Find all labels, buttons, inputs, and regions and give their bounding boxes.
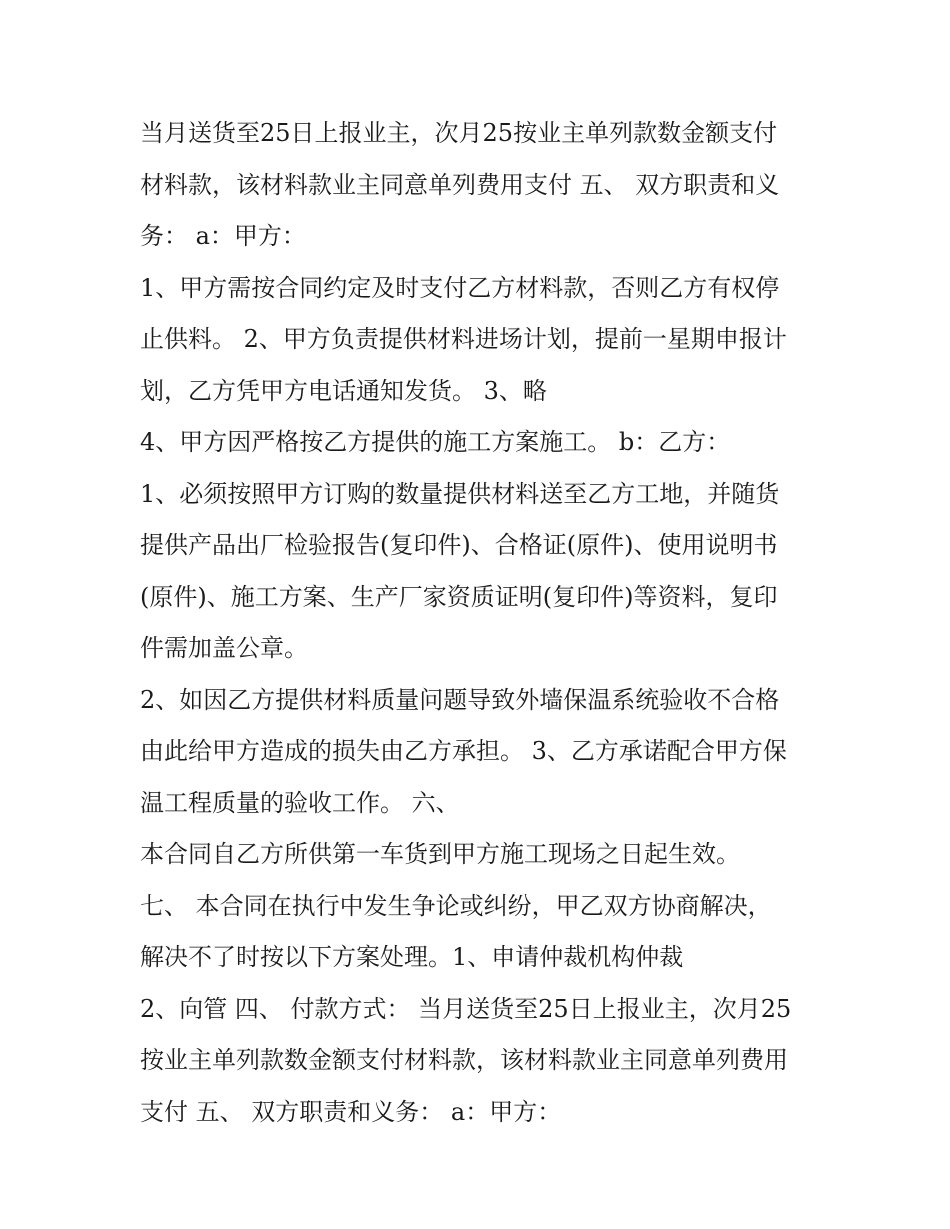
text-line: 温工程质量的验收工作。 六、 (140, 788, 460, 817)
text-line: 2、如因乙方提供材料质量问题导致外墙保温系统验收不合格 (140, 685, 780, 714)
text-line: 本合同自乙方所供第一车货到甲方施工现场之日起生效。 (140, 840, 740, 868)
text-line: 材料款，该材料款业主同意单列费用支付 五、 双方职责和义 (140, 170, 780, 199)
text-line: 按业主单列款数金额支付材料款，该材料款业主同意单列费用 (140, 1046, 788, 1074)
text-line: 支付 五、 双方职责和义务： a：甲方： (140, 1097, 562, 1126)
text-line: 划，乙方凭甲方电话通知发货。 3、略 (140, 376, 547, 405)
text-line: 提供产品出厂检验报告(复印件)、合格证(原件)、使用说明书 (140, 531, 778, 559)
text-line: 务： a：甲方： (140, 222, 306, 250)
text-line: 4、甲方因严格按乙方提供的施工方案施工。 b：乙方： (140, 428, 731, 456)
text-line: 七、 本合同在执行中发生争论或纠纷，甲乙双方协商解决， (140, 891, 772, 920)
text-line: 1、必须按照甲方订购的数量提供材料送至乙方工地，并随货 (140, 479, 780, 508)
text-line: (原件)、施工方案、生产厂家资质证明(复印件)等资料，复印 (140, 582, 778, 611)
text-line: 止供料。 2、甲方负责提供材料进场计划，提前一星期申报计 (140, 325, 787, 353)
text-line: 2、向管 四、 付款方式： 当月送货至25日上报业主，次月25 (140, 994, 792, 1023)
contract-text (140, 108, 820, 1138)
text-line: 件需加盖公章。 (140, 634, 308, 662)
text-line: 当月送货至25日上报业主，次月25按业主单列款数金额支付 (140, 119, 778, 147)
text-line: 由此给甲方造成的损失由乙方承担。 3、乙方承诺配合甲方保 (140, 737, 787, 765)
text-line: 1、甲方需按合同约定及时支付乙方材料款，否则乙方有权停 (140, 273, 780, 302)
text-line: 解决不了时按以下方案处理。1、申请仲裁机构仲裁 (140, 943, 684, 971)
